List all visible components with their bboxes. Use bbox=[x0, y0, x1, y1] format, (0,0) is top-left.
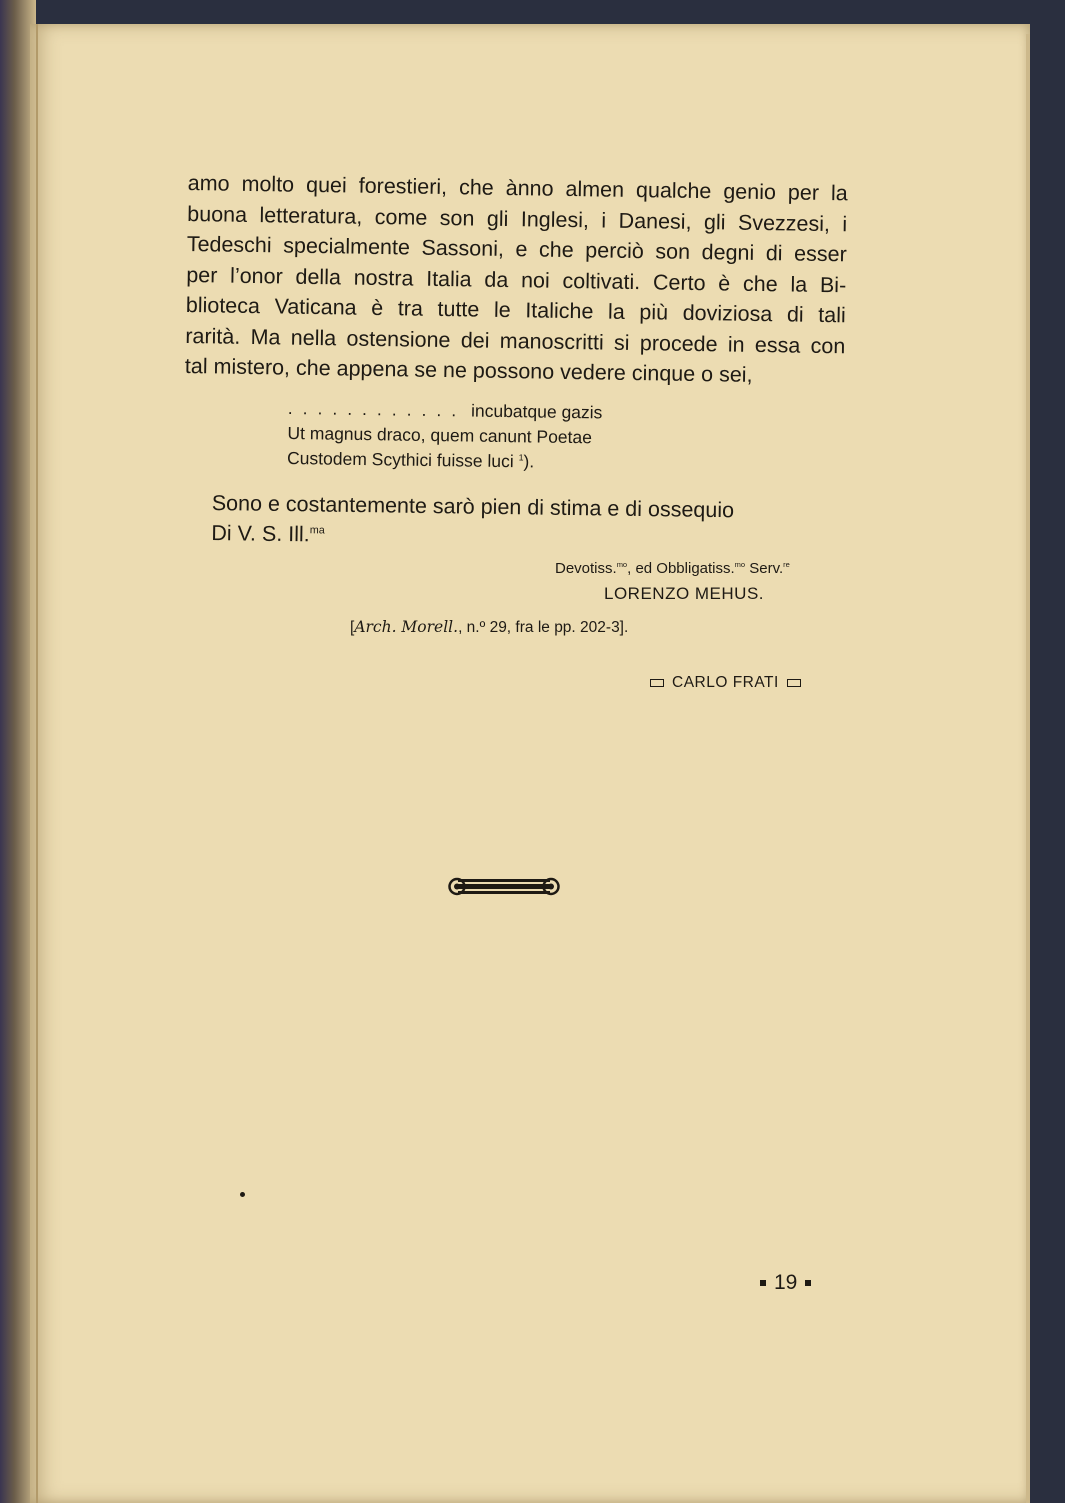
page-right-edge bbox=[1026, 34, 1030, 1503]
square-bullet-icon bbox=[805, 1280, 811, 1286]
sig-obbligatiss-sup: mo bbox=[734, 560, 746, 569]
closing-line-2-text: Di V. S. Ill. bbox=[211, 520, 310, 547]
verse-line-3-text: Custodem Scythici fuisse luci bbox=[286, 447, 519, 472]
sig-devotiss: Devotiss. bbox=[555, 560, 617, 577]
gutter-line bbox=[36, 24, 38, 1503]
archive-ref-italic: Arch. Morell. bbox=[354, 618, 459, 636]
archive-reference bbox=[350, 618, 628, 637]
scroll-ornament-icon bbox=[448, 874, 560, 900]
square-bullet-icon bbox=[760, 1280, 766, 1286]
archive-ref-rest: , n.º 29, fra le pp. 202-3]. bbox=[458, 619, 629, 636]
page-number: 19 bbox=[774, 1271, 798, 1294]
footnote-marker: 1 bbox=[518, 452, 524, 463]
body-paragraph bbox=[185, 168, 848, 392]
signature-name: LORENZO MEHUS. bbox=[604, 584, 765, 603]
author-signature bbox=[650, 674, 801, 692]
body-line-3: Tedeschi specialmente Sassoni, e che perciò son degni di esser bbox=[186, 231, 847, 267]
closing-salutation bbox=[211, 488, 812, 556]
verse-line-2: Ut magnus draco, quem canunt Poetae bbox=[287, 422, 593, 448]
body-line-2: buona letteratura, come son gli Inglesi, i Danesi, gli Svezzesi, i bbox=[187, 201, 848, 236]
sig-obbligatiss: , ed Obbligatiss. bbox=[627, 560, 735, 577]
closing-line-2-sup: ma bbox=[309, 524, 325, 537]
archive-ref-open: [ bbox=[350, 619, 355, 636]
verse-quote bbox=[287, 396, 748, 477]
box-bullet-icon bbox=[787, 679, 801, 687]
verse-ellipsis: ............ bbox=[287, 397, 467, 421]
box-bullet-icon bbox=[650, 679, 664, 687]
sig-serv: Serv. bbox=[745, 560, 784, 577]
verse-line-1-text: incubatque gazis bbox=[470, 400, 603, 423]
page-number-row bbox=[760, 1271, 811, 1295]
sig-devotiss-sup: mo bbox=[616, 560, 628, 569]
ink-spot bbox=[240, 1192, 245, 1197]
sig-serv-sup: re bbox=[783, 560, 790, 569]
body-line-1: amo molto quei forestieri, che ànno almen qualche genio per la bbox=[187, 170, 848, 206]
body-line-5: blioteca Vaticana è tra tutte le Italiche la più doviziosa di tali bbox=[185, 292, 846, 328]
verse-line-3-end: ). bbox=[523, 451, 535, 472]
body-line-6: rarità. Ma nella ostensione dei manoscritti si procede in essa con bbox=[185, 323, 846, 358]
signature-title bbox=[555, 560, 790, 577]
closing-line-1: Sono e costantemente sarò pien di stima e di ossequio bbox=[211, 490, 735, 523]
body-line-7: tal mistero, che appena se ne possono vedere cinque o sei, bbox=[184, 353, 753, 387]
author-name: CARLO FRATI bbox=[672, 674, 779, 691]
body-line-4: per l’onor della nostra Italia da noi coltivati. Certo è che la Bi- bbox=[186, 262, 847, 297]
